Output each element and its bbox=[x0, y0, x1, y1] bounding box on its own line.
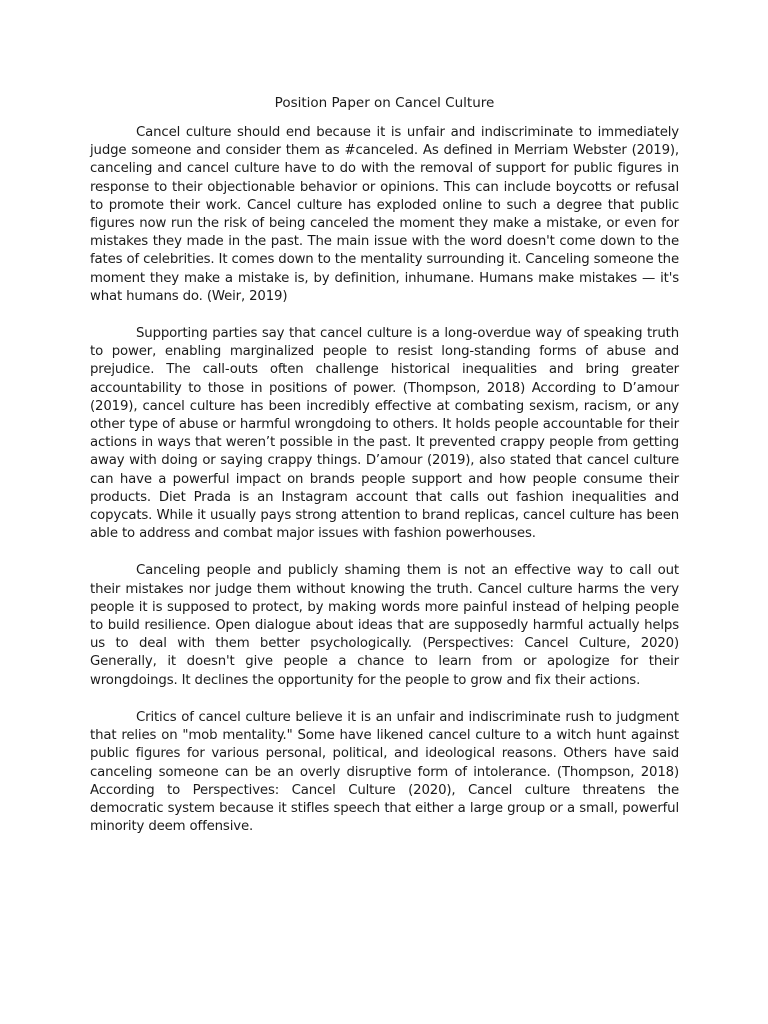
paragraph-1: Cancel culture should end because it is unfair and indiscriminate to immediately judge someone and consider them as #canceled. As defined in Merriam Webster (2019), canceling and cancel culture have to do with the removal of support for public figures in response to their objectionable behavior or opinions. This can include boycotts or refusal to promote their work. Cancel culture has exploded online to such a degree that public figures now run the risk of being canceled the moment they make a mistake, or even for mistakes they made in the past. The main issue with the word doesn't come down to the fates of celebrities. It comes down to the mentality surrounding it. Canceling someone the moment they make a mistake is, by definition, inhumane. Humans make mistakes — it's what humans do. (Weir, 2019) bbox=[90, 125, 679, 304]
paragraph-4: Critics of cancel culture believe it is an unfair and indiscriminate rush to judgment that relies on "mob mentality." Some have likened cancel culture to a witch hunt against public figures for various personal, political, and ideological reasons. Others have said canceling someone can be an overly disruptive form of intolerance. (Thompson, 2018) According to Perspectives: Cancel Culture (2020), Cancel culture threatens the democratic system because it stifles speech that either a large group or a small, powerful minority deem offensive. bbox=[90, 709, 679, 835]
document-page bbox=[90, 94, 679, 855]
document-title: Position Paper on Cancel Culture bbox=[274, 95, 495, 111]
paragraph-2: Supporting parties say that cancel culture is a long-overdue way of speaking truth to power, enabling marginalized people to resist long-standing forms of abuse and prejudice. The call-outs often challenge historical inequalities and bring greater accountability to those in positions of power. (Thompson, 2018) According to D’amour (2019), cancel culture has been incredibly effective at combating sexism, racism, or any other type of abuse or harmful wrongdoing to others. It holds people accountable for their actions in ways that weren’t possible in the past. It prevented crappy people from getting away with doing or saying crappy things. D’amour (2019), also stated that cancel culture can have a powerful impact on brands people support and how people consume their products. Diet Prada is an Instagram account that calls out fashion inequalities and copycats. While it usually pays strong attention to brand replicas, cancel culture has been able to address and combat major issues with fashion powerhouses. bbox=[90, 326, 679, 542]
paragraph-3: Canceling people and publicly shaming them is not an effective way to call out their mistakes nor judge them without knowing the truth. Cancel culture harms the very people it is supposed to protect, by making words more painful instead of helping people to build resilience. Open dialogue about ideas that are supposedly harmful actually helps us to deal with them better psychologically. (Perspectives: Cancel Culture, 2020) Generally, it doesn't give people a chance to learn from or apologize for their wrongdoings. It declines the opportunity for the people to grow and fix their actions. bbox=[90, 563, 679, 688]
